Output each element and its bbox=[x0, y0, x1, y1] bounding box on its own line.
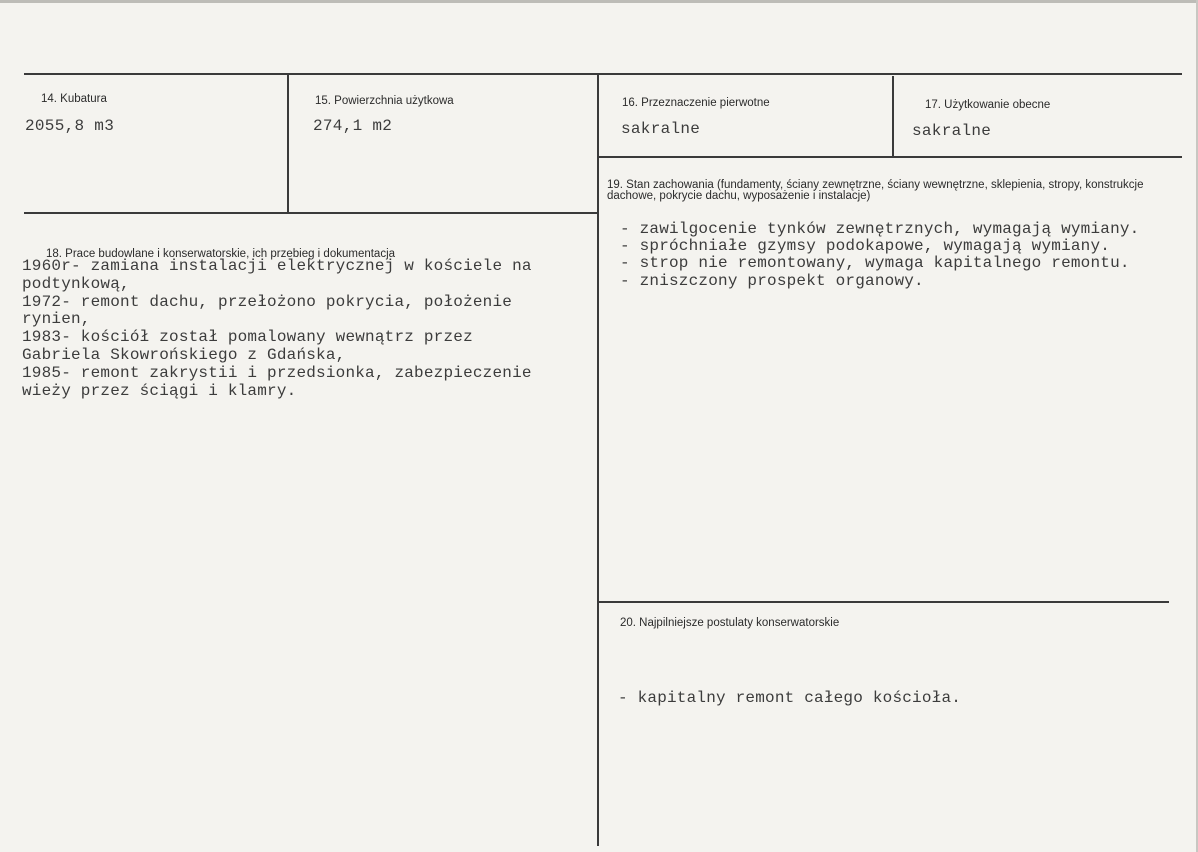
field-19-label: 19. Stan zachowania (fundamenty, ściany zewnętrzne, ściany wewnętrzne, sklepienia, stropy, konstrukcje dachowe, pokrycie dachu, wyposażenie i instalacje) bbox=[607, 179, 1144, 202]
field-15-label: 15. Powierzchnia użytkowa bbox=[315, 95, 454, 107]
field-19-line: - zniszczony prospekt organowy. bbox=[620, 271, 924, 290]
field-19-line: - strop nie remontowany, wymaga kapitalnego remontu. bbox=[620, 254, 1130, 273]
field-20-line: - kapitalny remont całego kościoła. bbox=[618, 689, 962, 707]
field-18-line: wieży przez ściągi i klamry. bbox=[22, 381, 297, 400]
field-18-text bbox=[22, 258, 532, 400]
field-17-value: sakralne bbox=[912, 122, 992, 140]
field-18-line: rynien, bbox=[22, 310, 91, 329]
field-18-line: 1960r- zamiana instalacji elektrycznej w kościele na bbox=[22, 257, 532, 275]
top-border-line bbox=[24, 73, 1182, 75]
field-14-label: 14. Kubatura bbox=[41, 93, 107, 105]
field-15-value: 274,1 m2 bbox=[313, 117, 393, 135]
field-16-label: 16. Przeznaczenie pierwotne bbox=[622, 97, 770, 109]
divider-15-16 bbox=[597, 73, 599, 846]
row-divider-16-17 bbox=[597, 156, 1182, 158]
field-20-label: 20. Najpilniejsze postulaty konserwatorskie bbox=[620, 617, 840, 629]
card-top-edge bbox=[0, 0, 1198, 3]
field-16-value: sakralne bbox=[621, 120, 701, 138]
field-20-text bbox=[618, 690, 961, 707]
field-19-line: - spróchniałe gzymsy podokapowe, wymagają wymiany. bbox=[620, 237, 1111, 256]
field-19-line: - zawilgocenie tynków zewnętrznych, wymagają wymiany. bbox=[620, 220, 1140, 238]
divider-14-15 bbox=[287, 73, 289, 213]
field-18-line: 1972- remont dachu, przełożono pokrycia, położenie bbox=[22, 292, 513, 311]
field-18-label: 18. Prace budowlane i konserwatorskie, ich przebieg i dokumentacja bbox=[46, 248, 396, 260]
field-18-line: Gabriela Skowrońskiego z Gdańska, bbox=[22, 345, 346, 364]
field-17-label: 17. Użytkowanie obecne bbox=[925, 99, 1051, 111]
field-18-line: 1983- kościół został pomalowany wewnątrz przez bbox=[22, 328, 473, 347]
row-divider-19-20 bbox=[597, 601, 1169, 603]
field-14-value: 2055,8 m3 bbox=[25, 117, 115, 135]
field-18-line: 1985- remont zakrystii i przedsionka, zabezpieczenie bbox=[22, 363, 532, 382]
field-18-line: podtynkową, bbox=[22, 274, 130, 293]
field-19-text bbox=[620, 221, 1139, 290]
divider-16-17 bbox=[892, 76, 894, 156]
row-divider-14-15 bbox=[24, 212, 598, 214]
